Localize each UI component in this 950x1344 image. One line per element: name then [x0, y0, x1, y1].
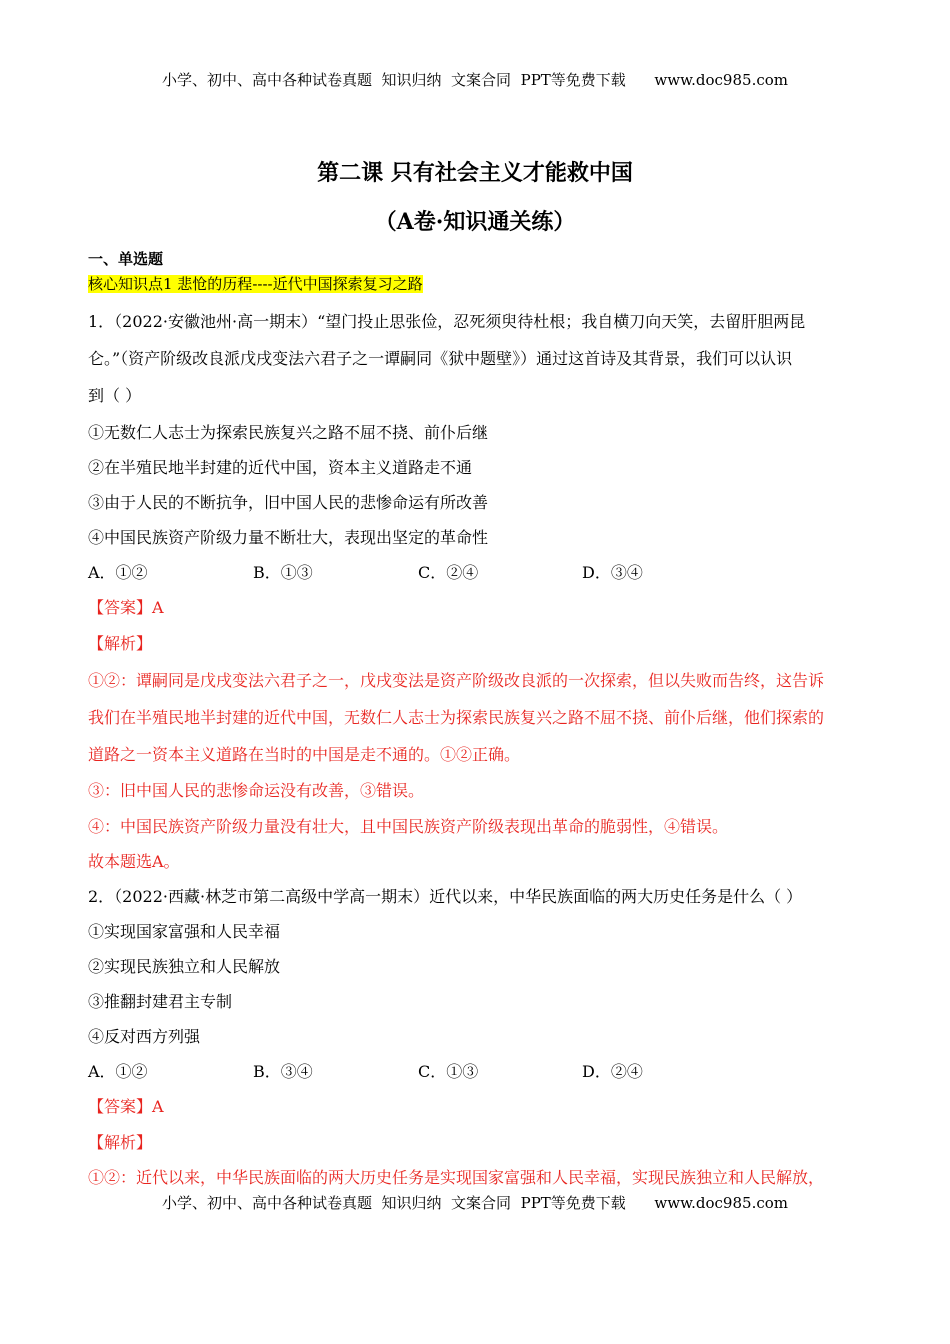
q2-analysis-label: 【解析】 — [88, 1133, 153, 1152]
q1-item-3: ③由于人民的不断抗争，旧中国人民的悲惨命运有所改善 — [88, 493, 489, 512]
q2-stem: 2．（2022·西藏·林芝市第二高级中学高一期末）近代以来，中华民族面临的两大历史任务是什么（ ） — [88, 887, 803, 906]
q1-conclusion: 故本题选A。 — [88, 852, 180, 871]
q1-answer: 【答案】A — [88, 598, 164, 617]
lesson-title: 第二课 只有社会主义才能救中国 — [317, 160, 633, 186]
q1-item-2: ②在半殖民地半封建的近代中国，资本主义道路走不通 — [88, 458, 473, 477]
q2-option-b: B．③④ — [253, 1062, 313, 1081]
q1-option-c: C．②④ — [418, 563, 479, 582]
page-header: 小学、初中、高中各种试卷真题 知识归纳 文案合同 PPT等免费下载 www.doc985.com — [161, 71, 788, 89]
q1-stem-line1: 1．（2022·安徽池州·高一期末）“望门投止思张俭，忍死须臾待杜根；我自横刀向天笑，去留肝胆两昆 — [88, 312, 806, 331]
q2-option-c: C．①③ — [418, 1062, 479, 1081]
q1-item-4: ④中国民族资产阶级力量不断壮大，表现出坚定的革命性 — [88, 528, 489, 547]
section-heading: 一、单选题 — [88, 250, 164, 268]
lesson-subtitle: （A卷·知识通关练） — [374, 209, 576, 235]
q2-option-d: D．②④ — [582, 1062, 643, 1081]
q2-item-4: ④反对西方列强 — [88, 1027, 201, 1046]
q1-explanation-line1: ①②：谭嗣同是戊戌变法六君子之一，戊戌变法是资产阶级改良派的一次探索，但以失败而告终，这告诉 — [88, 671, 825, 690]
q2-item-3: ③推翻封建君主专制 — [88, 992, 233, 1011]
q1-stem-line3: 到（ ） — [88, 386, 142, 405]
q1-explanation-line3: 道路之一资本主义道路在当时的中国是走不通的。①②正确。 — [88, 745, 521, 764]
q2-explanation-1: ①②：近代以来，中华民族面临的两大历史任务是实现国家富强和人民幸福，实现民族独立和人民解放， — [88, 1168, 825, 1187]
q1-option-d: D．③④ — [582, 563, 643, 582]
q1-explanation-2: ③：旧中国人民的悲惨命运没有改善，③错误。 — [88, 781, 425, 800]
q1-item-1: ①无数仁人志士为探索民族复兴之路不屈不挠、前仆后继 — [88, 423, 489, 442]
q2-option-a: A．①② — [88, 1062, 148, 1081]
q2-answer: 【答案】A — [88, 1097, 164, 1116]
q1-option-b: B．①③ — [253, 563, 313, 582]
page-footer: 小学、初中、高中各种试卷真题 知识归纳 文案合同 PPT等免费下载 www.doc985.com — [161, 1194, 788, 1212]
q1-explanation-line2: 我们在半殖民地半封建的近代中国，无数仁人志士为探索民族复兴之路不屈不挠、前仆后继，他们探索的 — [88, 708, 825, 727]
q1-analysis-label: 【解析】 — [88, 634, 153, 653]
q2-item-1: ①实现国家富强和人民幸福 — [88, 922, 281, 941]
knowledge-point-label: 核心知识点1 悲怆的历程----近代中国探索复习之路 — [88, 275, 423, 293]
q1-option-a: A．①② — [88, 563, 148, 582]
q1-stem-line2: 仑。”（资产阶级改良派戊戌变法六君子之一谭嗣同《狱中题壁》）通过这首诗及其背景，我们可以认识 — [88, 349, 793, 368]
q1-explanation-3: ④：中国民族资产阶级力量没有壮大，且中国民族资产阶级表现出革命的脆弱性，④错误。 — [88, 817, 729, 836]
q2-item-2: ②实现民族独立和人民解放 — [88, 957, 281, 976]
